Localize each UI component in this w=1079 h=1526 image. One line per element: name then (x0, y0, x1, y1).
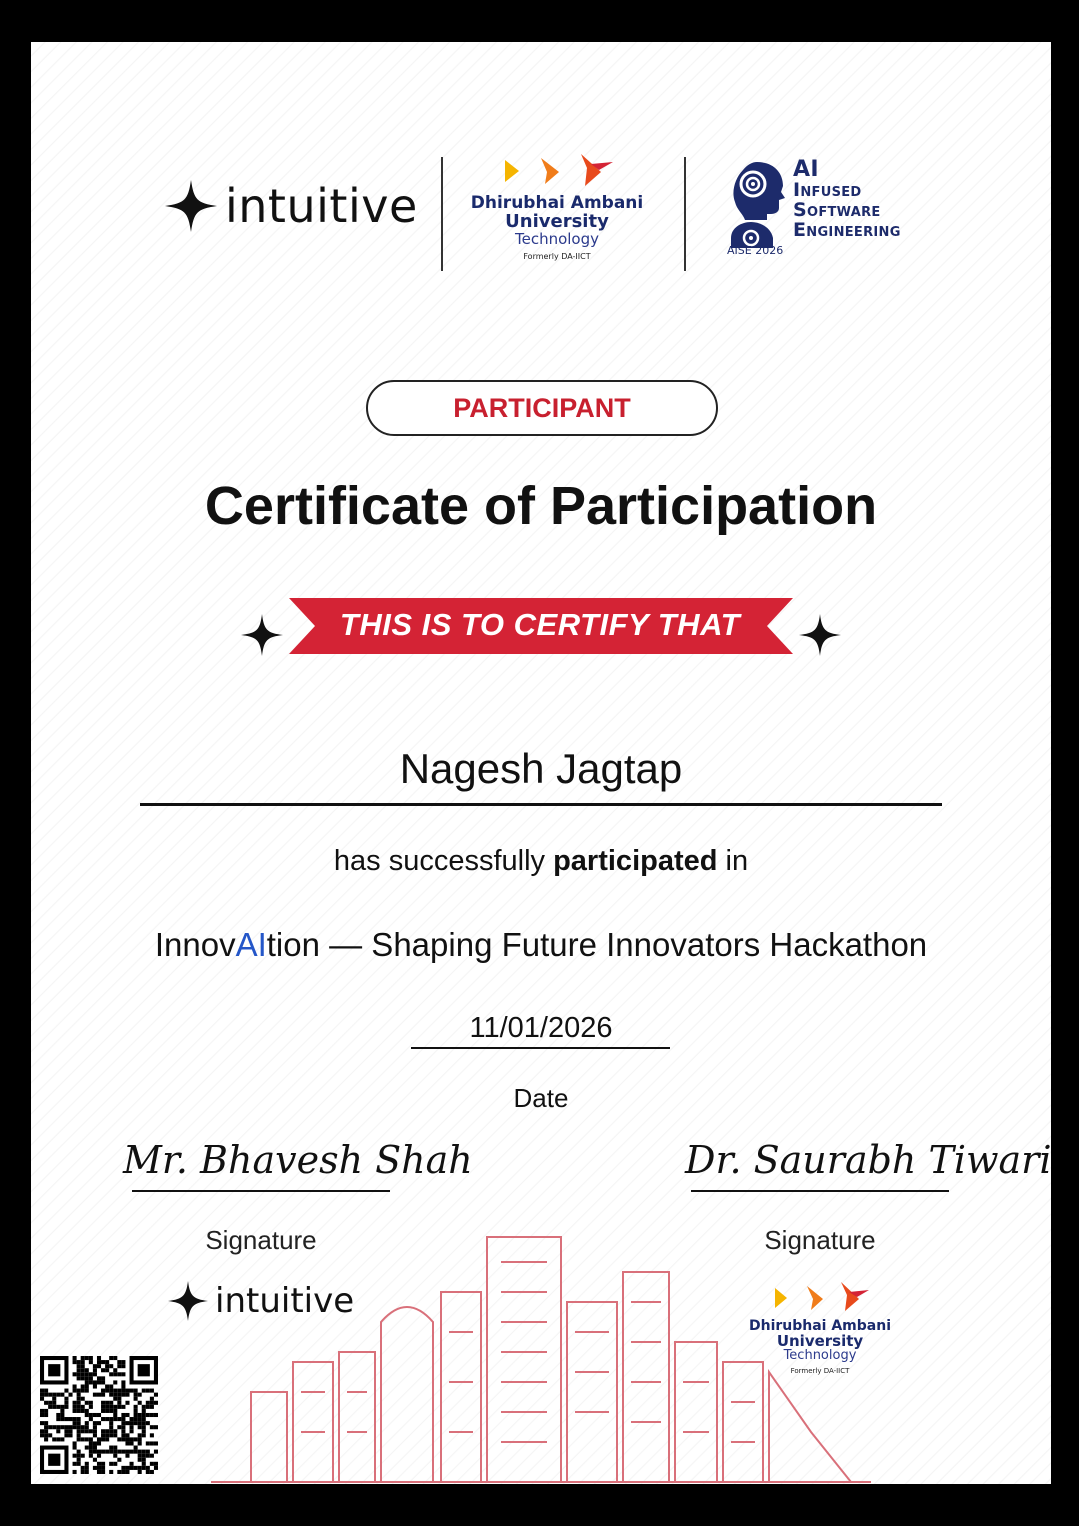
event-highlight: AI (235, 926, 267, 963)
statement-bold: participated (553, 845, 718, 877)
header-divider (684, 157, 686, 271)
aise-logo (727, 157, 901, 257)
header-divider (441, 157, 443, 271)
recipient-name: Nagesh Jagtap (399, 745, 683, 792)
certify-banner-text: THIS IS TO CERTIFY THAT (339, 607, 741, 642)
event-name (31, 926, 1051, 964)
certificate-sheet (31, 42, 1051, 1484)
aise-line4: Engineering (793, 218, 901, 241)
left-org-logo-text: intuitive (215, 1281, 355, 1321)
ai-head-icon (727, 158, 789, 250)
dau-arrows-icon (741, 1280, 899, 1314)
dau-arrows-icon (467, 150, 647, 190)
right-org-line1: Dhirubhai Ambani (748, 1318, 892, 1334)
dau-logo (467, 150, 647, 262)
sparkle-icon (167, 1280, 209, 1322)
statement-suffix: in (725, 845, 749, 877)
dau-line3: Technology (514, 229, 600, 248)
left-signature-line (132, 1190, 390, 1192)
certificate-title: Certificate of Participation (204, 476, 878, 536)
right-org-formerly: Formerly DA-IICT (790, 1367, 850, 1376)
right-signature-label: Signature (764, 1225, 876, 1255)
dau-line1: Dhirubhai Ambani (470, 193, 644, 213)
date-value: 11/01/2026 (469, 1012, 613, 1044)
right-org-line2: University (776, 1331, 864, 1350)
intuitive-logo (163, 178, 418, 234)
right-signature-line (691, 1190, 949, 1192)
aise-badge: AISE 2026 (727, 244, 784, 257)
participant-badge: PARTICIPANT (366, 380, 718, 436)
aise-line1: AI (793, 157, 819, 182)
qr-code[interactable] (40, 1356, 158, 1474)
aise-line3: Software (793, 199, 881, 222)
left-signature-name: Mr. Bhavesh Shah (123, 1138, 473, 1182)
date-underline (411, 1047, 670, 1049)
statement-prefix: has successfully (333, 845, 546, 877)
aise-line2: Infused (793, 179, 862, 202)
event-part1: Innov (154, 926, 236, 963)
participation-statement (31, 845, 1051, 878)
sparkle-icon (163, 178, 219, 234)
right-org-logo (741, 1280, 899, 1375)
intuitive-logo-text: intuitive (225, 179, 418, 233)
left-org-logo (167, 1280, 354, 1322)
dau-line2: University (505, 210, 609, 232)
sparkle-icon (797, 612, 843, 658)
sparkle-icon (239, 612, 285, 658)
event-part2: tion — Shaping Future Innovators Hackathon (266, 926, 928, 963)
date-label: Date (513, 1083, 569, 1113)
dau-formerly: Formerly DA-IICT (523, 252, 591, 262)
right-signature-name: Dr. Saurabh Tiwari (685, 1138, 1051, 1182)
right-org-line3: Technology (783, 1348, 857, 1364)
left-signature-label: Signature (205, 1225, 317, 1255)
name-underline (140, 803, 942, 806)
